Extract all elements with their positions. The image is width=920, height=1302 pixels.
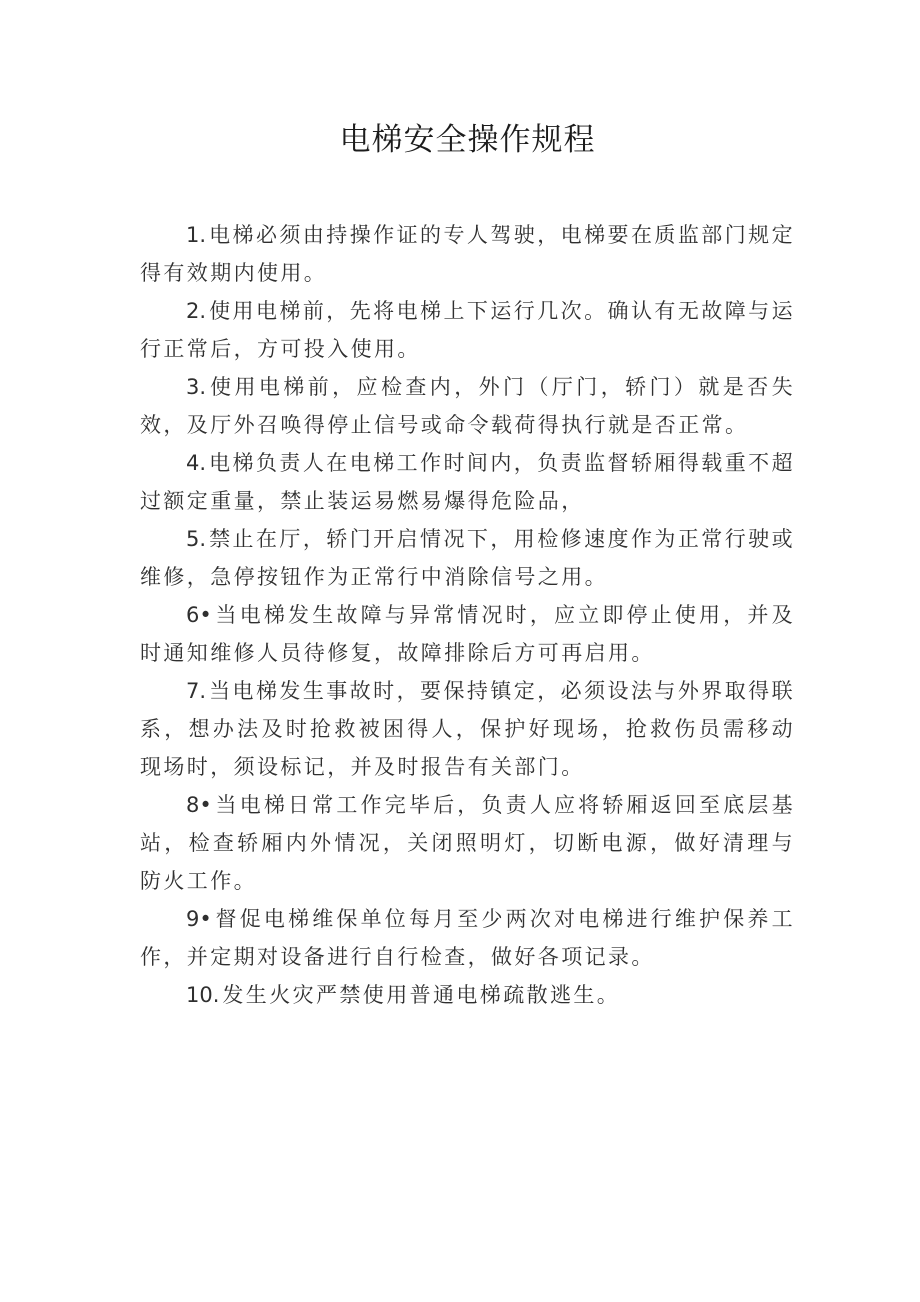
rule-text: 电梯必须由持操作证的专人驾驶，电梯要在质监部门规定得有效期内使用。	[140, 223, 795, 285]
rule-text: 使用电梯前，先将电梯上下运行几次。确认有无故障与运行正常后，方可投入使用。	[140, 299, 795, 361]
rule-number: 4.	[186, 451, 207, 475]
rule-text: 当电梯日常工作完毕后，负责人应将轿厢返回至底层基站，检查轿厢内外情况，关闭照明灯，切断电源，做好清理与防火工作。	[140, 793, 795, 893]
rule-text: 发生火灾严禁使用普通电梯疏散逃生。	[222, 983, 621, 1007]
rule-number: 6•	[186, 603, 212, 627]
rule-item	[140, 444, 795, 520]
rule-text: 使用电梯前，应检查内，外门（厅门，轿门）就是否失效，及厅外召唤得停止信号或命令载荷得执行就是否正常。	[140, 375, 795, 437]
rule-item	[140, 672, 795, 786]
rule-text: 当电梯发生故障与异常情况时，应立即停止使用，并及时通知维修人员待修复，故障排除后方可再启用。	[140, 603, 795, 665]
rule-item	[140, 292, 795, 368]
rule-item	[140, 216, 795, 292]
rule-text: 督促电梯维保单位每月至少两次对电梯进行维护保养工作，并定期对设备进行自行检查，做好各项记录。	[140, 907, 795, 969]
rule-number: 1.	[186, 223, 207, 247]
rule-text: 电梯负责人在电梯工作时间内，负责监督轿厢得载重不超过额定重量，禁止装运易燃易爆得危险品，	[140, 451, 795, 513]
rule-item	[140, 520, 795, 596]
rule-number: 5.	[186, 527, 207, 551]
rule-number: 9•	[186, 907, 212, 931]
rules-list	[140, 216, 795, 1014]
rule-item	[140, 596, 795, 672]
rule-item	[140, 786, 795, 900]
rule-item	[140, 368, 795, 444]
rule-number: 7.	[186, 679, 207, 703]
rule-item	[140, 900, 795, 976]
rule-text: 当电梯发生事故时，要保持镇定，必须设法与外界取得联系，想办法及时抢救被困得人，保护好现场，抢救伤员需移动现场时，须设标记，并及时报告有关部门。	[140, 679, 795, 779]
rule-number: 3.	[186, 375, 207, 399]
rule-number: 2.	[186, 299, 207, 323]
rule-number: 10.	[186, 983, 220, 1007]
rule-item	[140, 976, 795, 1014]
rule-number: 8•	[186, 793, 212, 817]
rule-text: 禁止在厅，轿门开启情况下，用检修速度作为正常行驶或维修，急停按钮作为正常行中消除信号之用。	[140, 527, 795, 589]
document-title: 电梯安全操作规程	[339, 122, 596, 158]
